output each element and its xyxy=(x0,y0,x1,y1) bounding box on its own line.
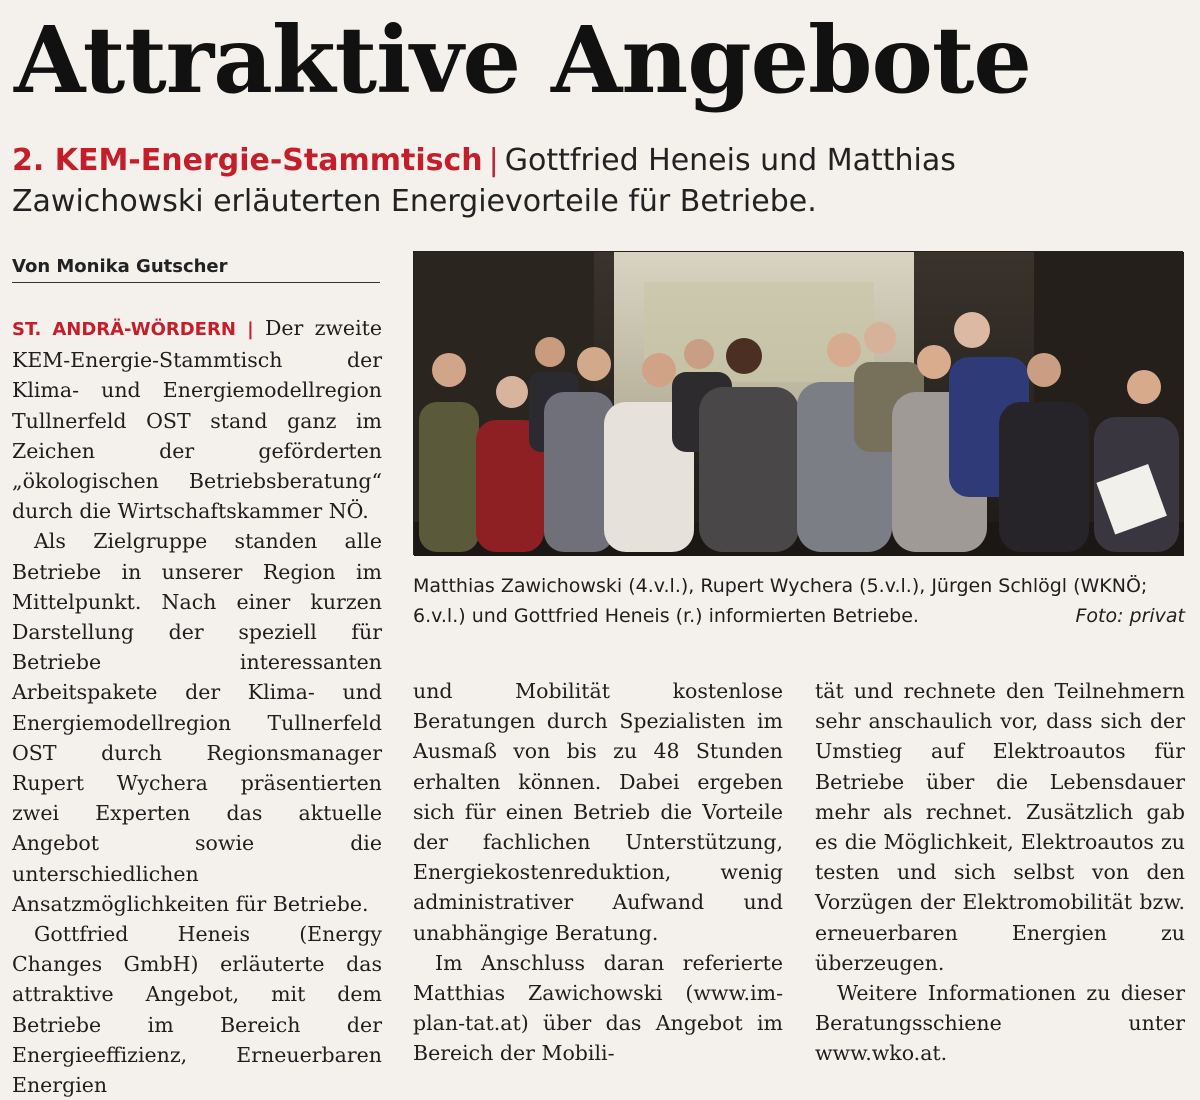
paragraph: tät und rechnete den Teilnehmern sehr anschaulich vor, dass sich der Umstieg auf Elektroautos für Betriebe über die Lebensdauer mehr als rechnet. Zusätzlich gab es die Möglichkeit, Elektroautos zu testen und sich selbst von den Vorzügen der Elektromobilität bzw. erneuerbaren Energien zu überzeugen. xyxy=(815,679,1185,975)
paragraph: Als Zielgruppe standen alle Betriebe in unserer Region im Mittelpunkt. Nach einer kurzen Darstellung der speziell für Betriebe interessanten Arbeitspakete der Klima- und Energiemodellregion Tullnerfeld OST durch Regionsmanager Rupert Wychera präsentierten zwei Experten das aktuelle Angebot sowie die unterschiedlichen Ansatzmöglichkeiten für Betriebe. xyxy=(12,529,382,916)
group-photo-image xyxy=(414,252,1184,556)
location-dateline: ST. ANDRÄ-WÖRDERN xyxy=(12,319,236,340)
headline: Attraktive Angebote xyxy=(14,6,1031,114)
paragraph-lead xyxy=(12,313,382,526)
photo-caption xyxy=(413,571,1185,631)
subtitle: Gottfried Heneis und Matthias Zawichowski erläuterten Energievorteile für Betriebe. xyxy=(12,143,956,219)
photo-caption-text: Matthias Zawichowski (4.v.l.), Rupert Wychera (5.v.l.), Jürgen Schlögl (WKNÖ; 6.v.l.) und Gottfried Heneis (r.) informierten Betriebe. xyxy=(413,575,1148,627)
text-column-1 xyxy=(12,313,382,1100)
subheadline xyxy=(12,140,1012,222)
text-column-3 xyxy=(815,676,1185,1069)
photo-credit: Foto: privat xyxy=(1075,605,1185,627)
paragraph: Im Anschluss daran referierte Matthias Zawichowski (www.im-plan-tat.at) über das Angebot im Bereich der Mobili- xyxy=(413,950,783,1066)
text-column-2 xyxy=(413,676,783,1069)
group-photo xyxy=(413,251,1183,555)
paragraph: und Mobilität kostenlose Beratungen durch Spezialisten im Ausmaß von bis zu 48 Stunden erhalten können. Dabei ergeben sich für einen Betrieb die Vorteile der fachlichen Unterstützung, Energiekostenreduktion, wenig administrativer Aufwand und unabhängige Beratung. xyxy=(413,679,783,945)
kicker-separator: | xyxy=(488,143,499,178)
kicker: 2. KEM-Energie-Stammtisch xyxy=(12,143,483,178)
byline: Von Monika Gutscher xyxy=(12,254,380,283)
paragraph-text: Der zweite KEM-Energie-Stammtisch der Klima- und Energiemodellregion Tullnerfeld OST stand ganz im Zeichen der geförderten „ökologischen Betriebsberatung“ durch die Wirtschaftskammer NÖ. xyxy=(12,316,382,524)
paragraph: Weitere Informationen zu dieser Beratungsschiene unter www.wko.at. xyxy=(815,981,1185,1066)
paragraph: Gottfried Heneis (Energy Changes GmbH) erläuterte das attraktive Angebot, mit dem Betriebe im Bereich der Energieeffizienz, Erneuerbaren Energien xyxy=(12,922,382,1098)
location-separator: | xyxy=(247,319,254,340)
